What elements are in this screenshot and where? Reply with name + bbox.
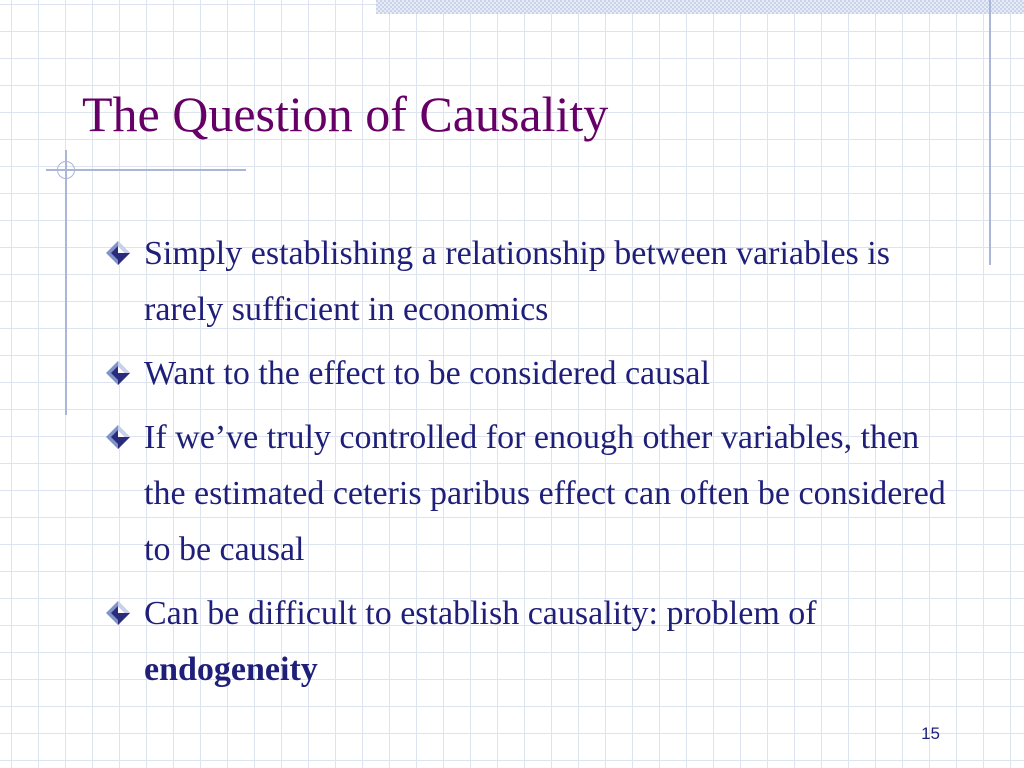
right-accent-line: [989, 0, 991, 265]
bullet-bold-term: endogeneity: [144, 651, 318, 688]
diamond-bullet-icon: [104, 239, 132, 267]
bullet-item: [100, 410, 960, 578]
bullet-text: If we’ve truly controlled for enough other variables, then the estimated ceteris paribus effect can often be considered to be causal: [144, 419, 946, 568]
top-decorative-band: [376, 0, 1024, 14]
diamond-bullet-icon: [104, 359, 132, 387]
bullet-item: [100, 586, 960, 698]
bullet-item: [100, 226, 960, 338]
diamond-bullet-icon: [104, 423, 132, 451]
corner-ring-ornament: [57, 161, 75, 179]
diamond-bullet-icon: [104, 599, 132, 627]
bullet-list: [100, 226, 960, 706]
bullet-text: Simply establishing a relationship between variables is rarely sufficient in economics: [144, 235, 890, 328]
bullet-text: Want to the effect to be considered causal: [144, 355, 710, 392]
slide-title: The Question of Causality: [82, 86, 609, 142]
page-number: 15: [921, 724, 940, 743]
bullet-text: Can be difficult to establish causality: problem of: [144, 595, 817, 632]
title-underline: [46, 169, 246, 171]
left-accent-line: [65, 150, 67, 415]
bullet-item: [100, 346, 960, 402]
